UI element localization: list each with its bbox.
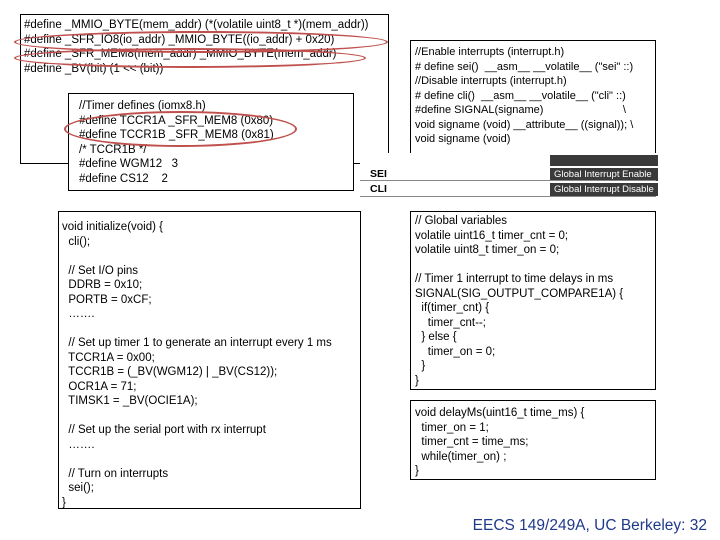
code-line: #define SIGNAL(signame) \ xyxy=(415,104,626,116)
code-line: } else { xyxy=(415,331,457,343)
interrupts-code-box xyxy=(410,40,656,154)
code-line: OCR1A = 71; xyxy=(62,380,137,393)
code-line: //Enable interrupts (interrupt.h) xyxy=(415,46,565,58)
code-line: volatile uint16_t timer_cnt = 0; xyxy=(415,229,569,242)
code-line xyxy=(62,452,332,467)
code-line: ……. xyxy=(62,438,95,451)
code-line: //Disable interrupts (interrupt.h) xyxy=(415,75,567,87)
code-line: } xyxy=(415,360,426,372)
instruction-description: Global Interrupt Enable xyxy=(550,168,658,181)
globals-isr-code-box xyxy=(410,211,656,390)
code-line: #define _MMIO_BYTE(mem_addr) (*(volatile uint8_t *)(mem_addr)) xyxy=(24,19,369,31)
code-line: } xyxy=(415,374,419,387)
code-line: TCCR1A = 0x00; xyxy=(62,351,155,364)
code-line: } xyxy=(415,465,419,477)
code-line: #define WGM12 3 xyxy=(79,158,179,170)
code-line: // Set I/O pins xyxy=(62,264,139,277)
highlight-ellipse-sfr-mem8 xyxy=(14,48,366,68)
code-line: timer_on = 0; xyxy=(415,345,496,358)
code-line: #define _BV(bit) (1 << (bit)) xyxy=(24,62,164,75)
code-line: #define TCCR1A _SFR_MEM8 (0x80) xyxy=(79,114,274,127)
code-line: timer_cnt = time_ms; xyxy=(415,436,529,448)
code-line xyxy=(62,249,332,264)
code-line xyxy=(62,322,332,337)
code-line: # define cli() __asm__ __volatile__ ("cli" ::) xyxy=(415,89,626,102)
code-line: if(timer_cnt) { xyxy=(415,302,490,314)
globals-isr-code xyxy=(415,214,623,388)
table-divider xyxy=(360,196,656,197)
code-line: timer_on = 1; xyxy=(415,421,489,434)
code-line: } xyxy=(62,496,66,509)
code-line: // Timer 1 interrupt to time delays in ms xyxy=(415,273,614,285)
code-line: SIGNAL(SIG_OUTPUT_COMPARE1A) { xyxy=(415,287,624,300)
code-line: ……. xyxy=(62,308,95,320)
interrupts-code xyxy=(415,45,633,147)
code-line: volatile uint8_t timer_on = 0; xyxy=(415,244,560,256)
code-line: void signame (void) __attribute__ ((signal)); \ xyxy=(415,118,634,131)
code-line: cli(); xyxy=(62,235,91,248)
code-line: TIMSK1 = _BV(OCIE1A); xyxy=(62,395,198,407)
code-line: sei(); xyxy=(62,482,94,494)
code-line xyxy=(415,258,623,273)
code-line: // Set up the serial port with rx interrupt xyxy=(62,424,266,436)
delay-code xyxy=(415,406,584,479)
instruction-mnemonic: SEI xyxy=(370,168,387,180)
code-line: void delayMs(uint16_t time_ms) { xyxy=(415,407,585,419)
instruction-description: Global Interrupt Disable xyxy=(550,183,658,196)
initialize-code xyxy=(62,220,332,510)
code-line: PORTB = 0xCF; xyxy=(62,293,152,306)
code-line: // Global variables xyxy=(415,215,508,227)
code-line: # define sei() __asm__ __volatile__ ("sei" ::) xyxy=(415,60,634,73)
slide-footer: EECS 149/249A, UC Berkeley: 32 xyxy=(472,517,707,534)
initialize-code-box xyxy=(58,211,361,509)
code-line: #define CS12 2 xyxy=(79,172,168,185)
code-line: // Set up timer 1 to generate an interrupt every 1 ms xyxy=(62,337,332,349)
code-line: #define _SFR_IO8(io_addr) _MMIO_BYTE((io_addr) + 0x20) xyxy=(24,33,335,46)
code-line: void signame (void) xyxy=(415,133,511,145)
code-line xyxy=(62,409,332,424)
code-line: while(timer_on) ; xyxy=(415,450,507,463)
code-line: //Timer defines (iomx8.h) xyxy=(79,100,206,112)
delay-code-box xyxy=(410,400,656,480)
code-line: // Turn on interrupts xyxy=(62,467,169,480)
code-line: #define _SFR_MEM8(mem_addr) _MMIO_BYTE(mem_addr) xyxy=(24,48,337,60)
code-line: TCCR1B = (_BV(WGM12) | _BV(CS12)); xyxy=(62,366,278,378)
code-line: #define TCCR1B _SFR_MEM8 (0x81) xyxy=(79,129,274,141)
table-cell-stub xyxy=(550,155,658,166)
instruction-table xyxy=(360,153,656,197)
instruction-row-cli xyxy=(360,183,660,196)
code-line: void initialize(void) { xyxy=(62,221,163,233)
highlight-ellipse-tccr1 xyxy=(64,111,297,147)
table-divider xyxy=(360,180,656,181)
code-line: DDRB = 0x10; xyxy=(62,279,143,291)
code-line: timer_cnt--; xyxy=(415,316,486,329)
code-line: /* TCCR1B */ xyxy=(79,143,147,156)
instruction-mnemonic: CLI xyxy=(370,183,387,195)
